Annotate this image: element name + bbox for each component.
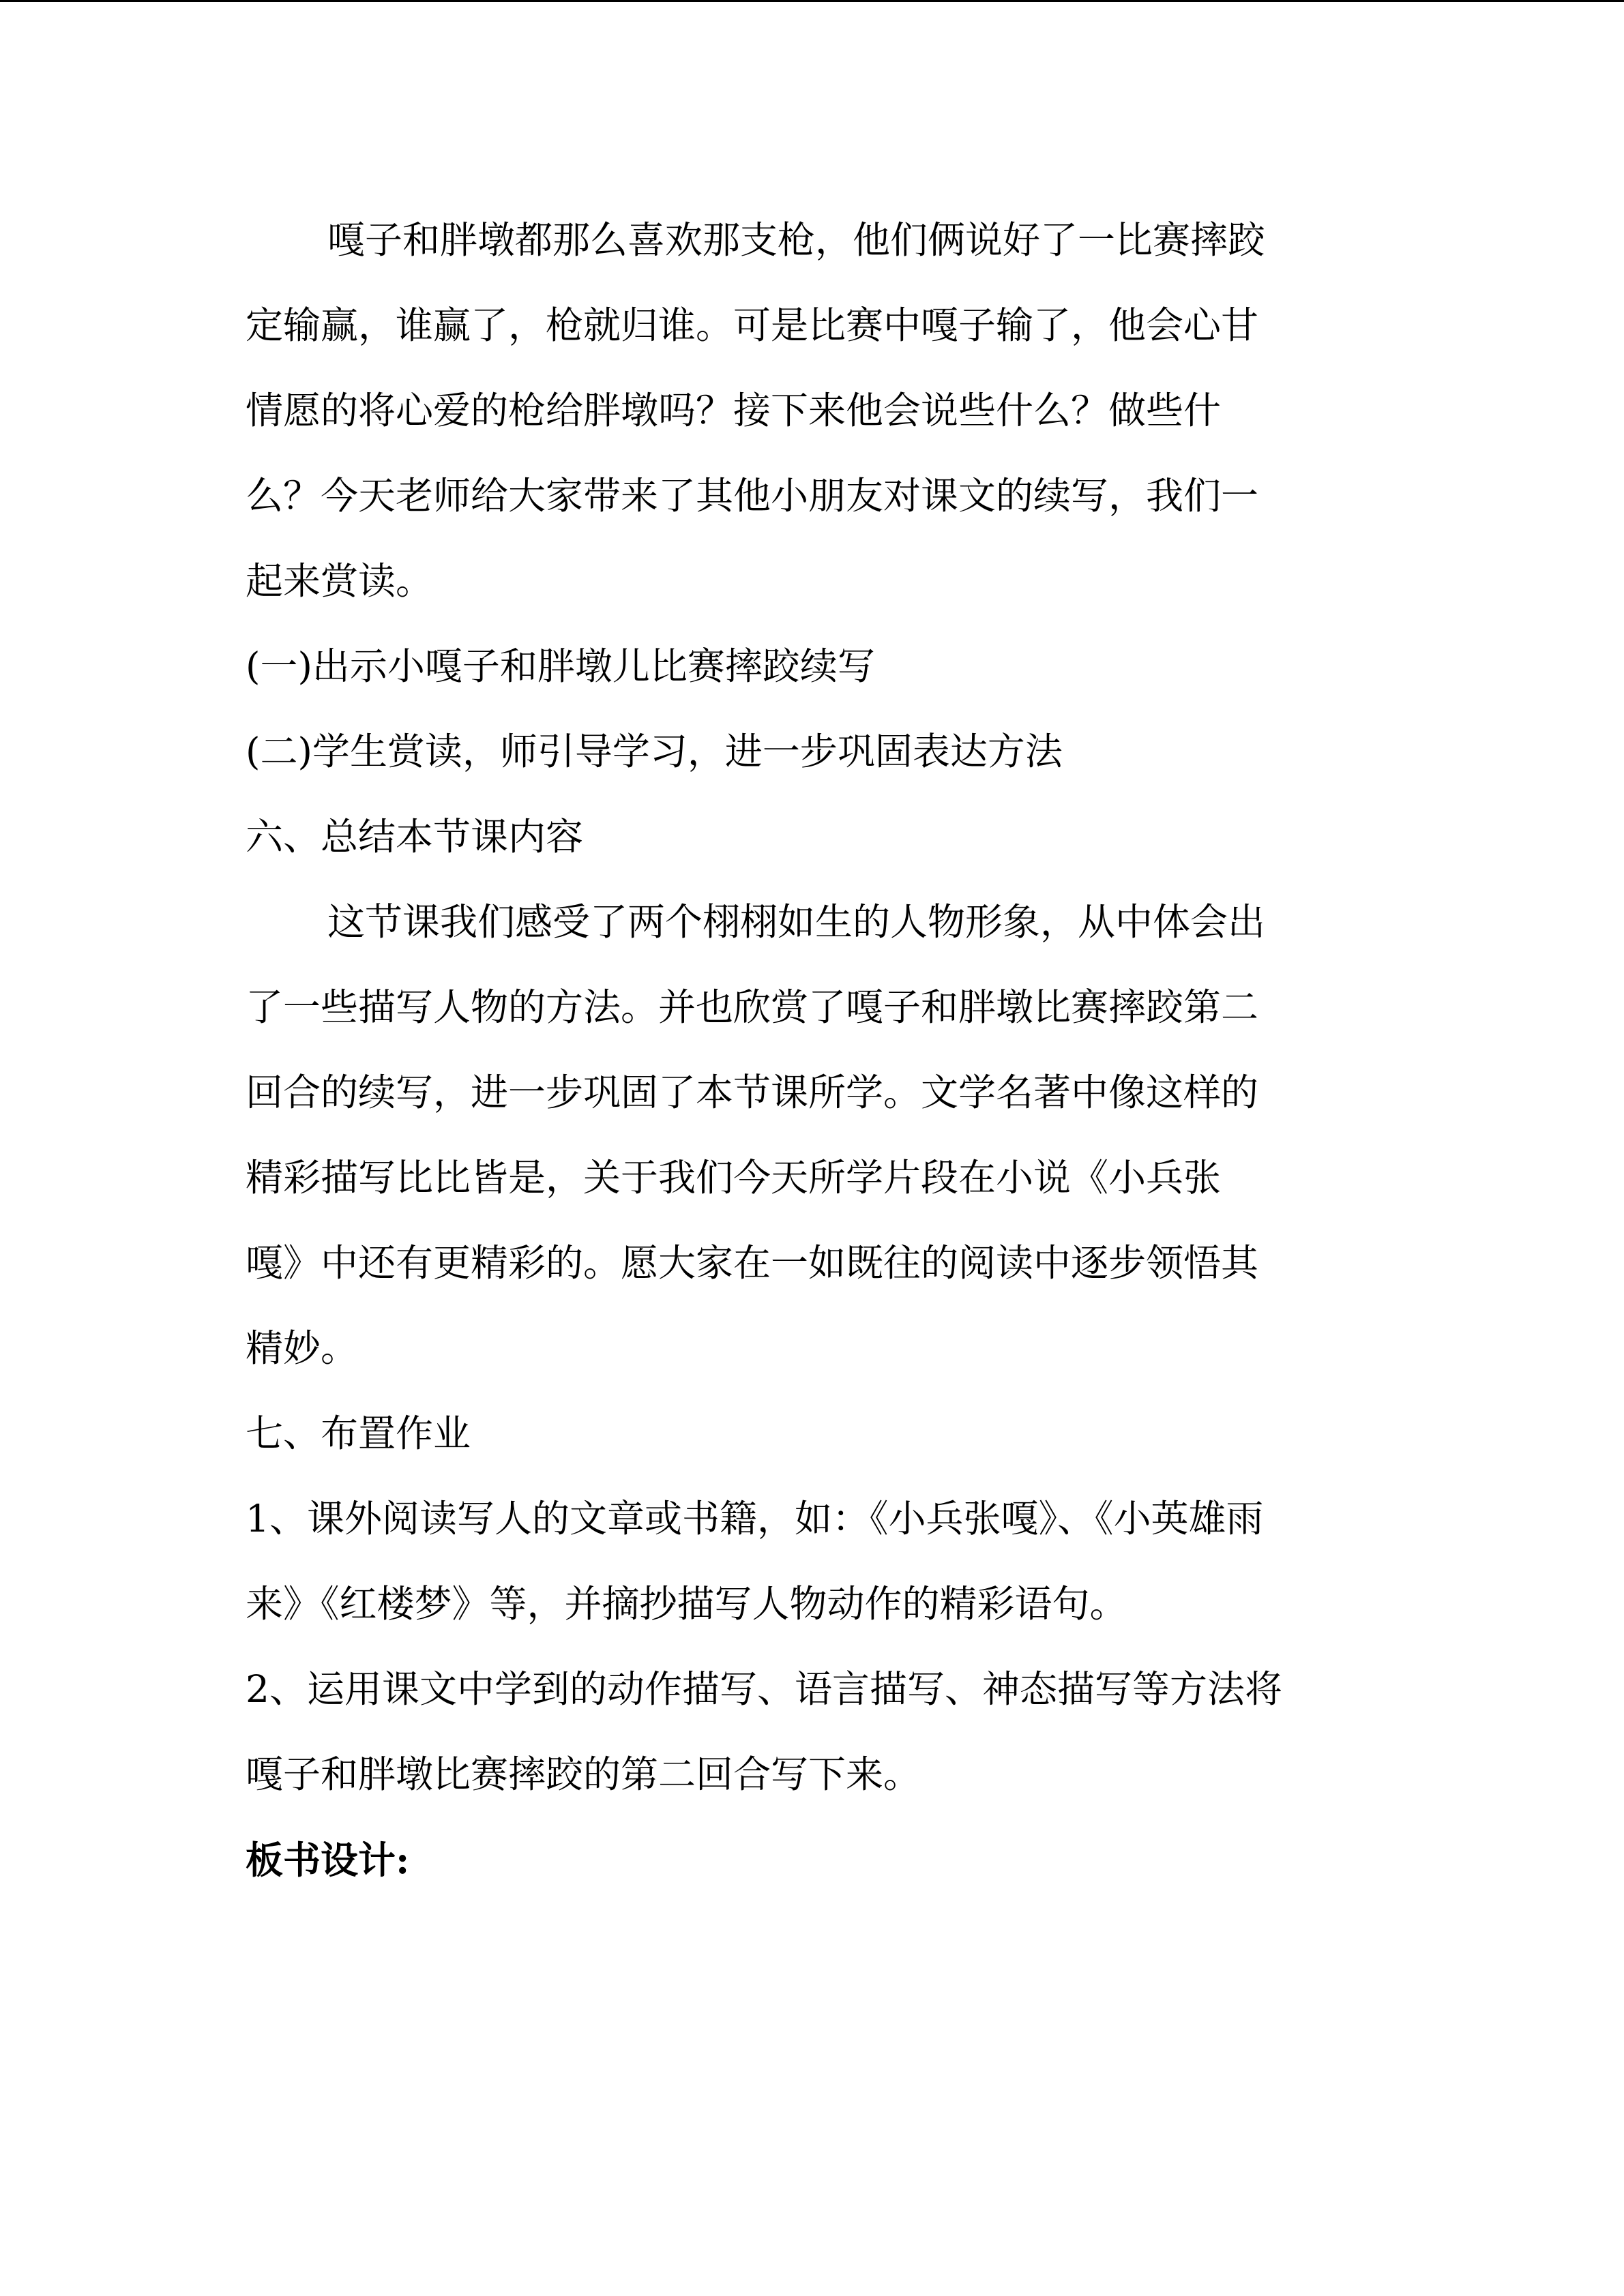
paragraph-summary-line-2: 了一些描写人物的方法。并也欣赏了嘎子和胖墩比赛摔跤第二 bbox=[246, 985, 1259, 1029]
paragraph-summary-line-4: 精彩描写比比皆是，关于我们今天所学片段在小说《小兵张 bbox=[246, 1156, 1222, 1199]
paragraph-intro-line-4: 么？今天老师给大家带来了其他小朋友对课文的续写，我们一 bbox=[246, 474, 1259, 518]
document-body bbox=[246, 198, 1378, 1903]
paragraph-summary-line-3: 回合的续写，进一步巩固了本节课所学。文学名著中像这样的 bbox=[246, 1071, 1259, 1114]
paragraph-intro-line-3: 情愿的将心爱的枪给胖墩吗？接下来他会说些什么？做些什 bbox=[246, 389, 1222, 432]
homework-item-1-line-1: 1、课外阅读写人的文章或书籍，如：《小兵张嘎》、《小英雄雨 bbox=[246, 1497, 1264, 1540]
paragraph-intro-line-1: 嘎子和胖墩都那么喜欢那支枪，他们俩说好了一比赛摔跤 bbox=[327, 218, 1266, 262]
paragraph-summary-line-6: 精妙。 bbox=[246, 1326, 359, 1370]
board-design-heading: 板书设计: bbox=[246, 1838, 410, 1882]
paragraph-summary-line-5: 嘎》中还有更精彩的。愿大家在一如既往的阅读中逐步领悟其 bbox=[246, 1241, 1259, 1285]
paragraph-intro-line-5: 起来赏读。 bbox=[246, 559, 434, 603]
section-heading-homework: 七、布置作业 bbox=[246, 1412, 471, 1455]
top-border-line bbox=[0, 0, 1624, 2]
paragraph-summary-line-1: 这节课我们感受了两个栩栩如生的人物形象，从中体会出 bbox=[327, 900, 1266, 944]
homework-item-1-line-2: 来》《红楼梦》等，并摘抄描写人物动作的精彩语句。 bbox=[246, 1582, 1127, 1626]
homework-item-2-line-2: 嘎子和胖墩比赛摔跤的第二回合写下来。 bbox=[246, 1753, 921, 1796]
homework-item-2-line-1: 2、运用课文中学到的动作描写、语言描写、神态描写等方法将 bbox=[246, 1667, 1282, 1711]
paragraph-intro-line-2: 定输赢，谁赢了，枪就归谁。可是比赛中嘎子输了，他会心甘 bbox=[246, 303, 1259, 347]
section-heading-summary: 六、总结本节课内容 bbox=[246, 815, 584, 859]
list-item-2: (二)学生赏读，师引导学习，进一步巩固表达方法 bbox=[246, 730, 1063, 773]
list-item-1: (一)出示小嘎子和胖墩儿比赛摔跤续写 bbox=[246, 644, 875, 688]
